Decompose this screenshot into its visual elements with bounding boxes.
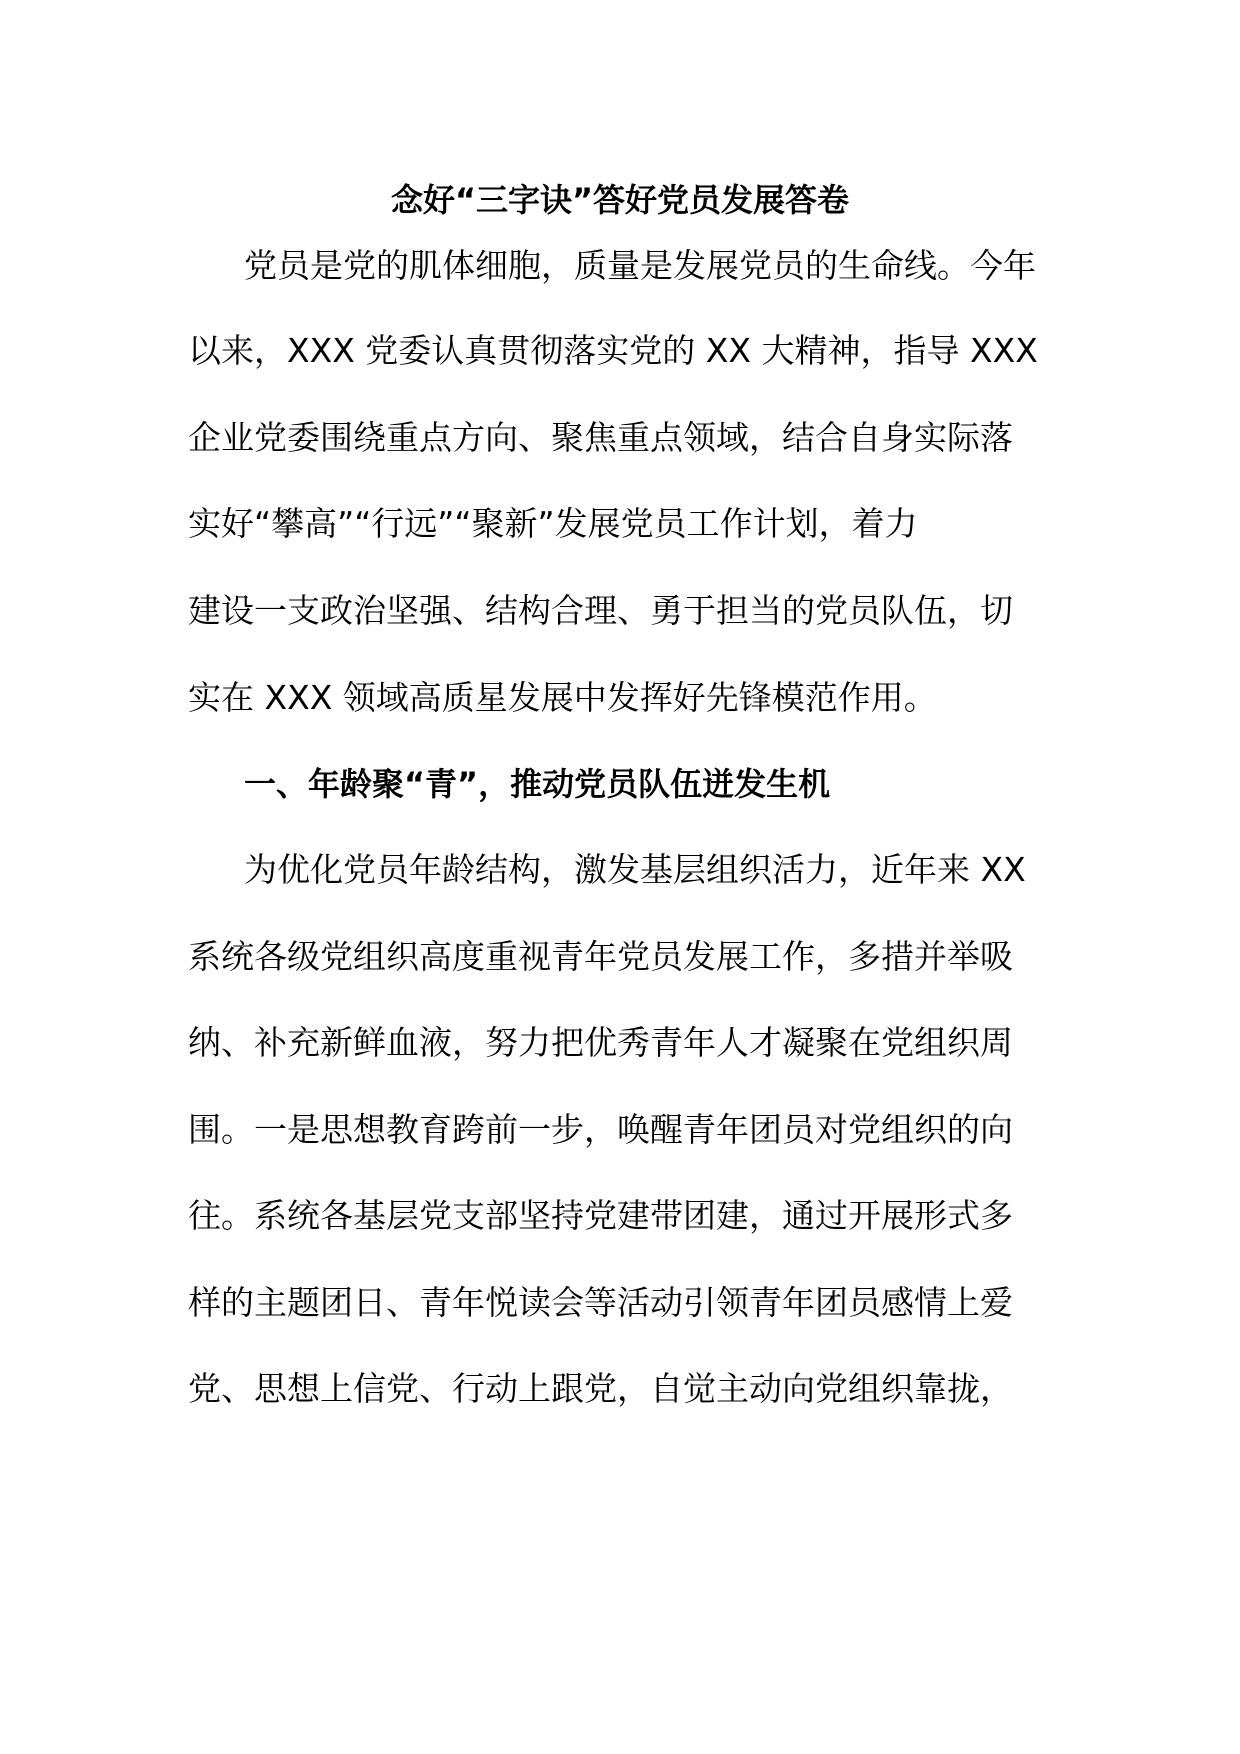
paragraph-line: 党、思想上信党、行动上跟党，自觉主动向党组织靠拢， — [188, 1369, 1013, 1408]
paragraph-line: 系统各级党组织高度重视青年党员发展工作，多措并举吸 — [188, 937, 1013, 976]
paragraph-line: 企业党委围绕重点方向、聚焦重点领域，结合自身实际落 — [188, 418, 1013, 457]
paragraph-line: 建设一支政治坚强、结构合理、勇于担当的党员队伍，切 — [188, 591, 1013, 630]
paragraph-line: 往。系统各基层党支部坚持党建带团建，通过开展形式多 — [188, 1196, 1013, 1235]
paragraph-line: 纳、补充新鲜血液，努力把优秀青年人才凝聚在党组织周 — [188, 1023, 1013, 1062]
paragraph-line: 样的主题团日、青年悦读会等活动引领青年团员感情上爱 — [188, 1283, 1013, 1322]
paragraph-line: 以来，XXX 党委认真贯彻落实党的 XX 大精神，指导 XXX — [188, 331, 1038, 370]
section-heading: 一、年龄聚“青”，推动党员队伍迸发生机 — [244, 765, 831, 803]
paragraph-line: 围。一是思想教育跨前一步，唤醒青年团员对党组织的向 — [188, 1110, 1013, 1149]
paragraph-line: 党员是党的肌体细胞，质量是发展党员的生命线。今年 — [244, 246, 1036, 285]
paragraph-line: 实在 XXX 领域高质星发展中发挥好先锋模范作用。 — [188, 678, 937, 717]
paragraph-line: 为优化党员年龄结构，激发基层组织活力，近年来 XX — [244, 850, 1026, 889]
paragraph-line: 实好“攀高”“行远”“聚新”发展党员工作计划，着力 — [188, 504, 918, 543]
document-title: 念好“三字诀”答好党员发展答卷 — [390, 181, 850, 219]
